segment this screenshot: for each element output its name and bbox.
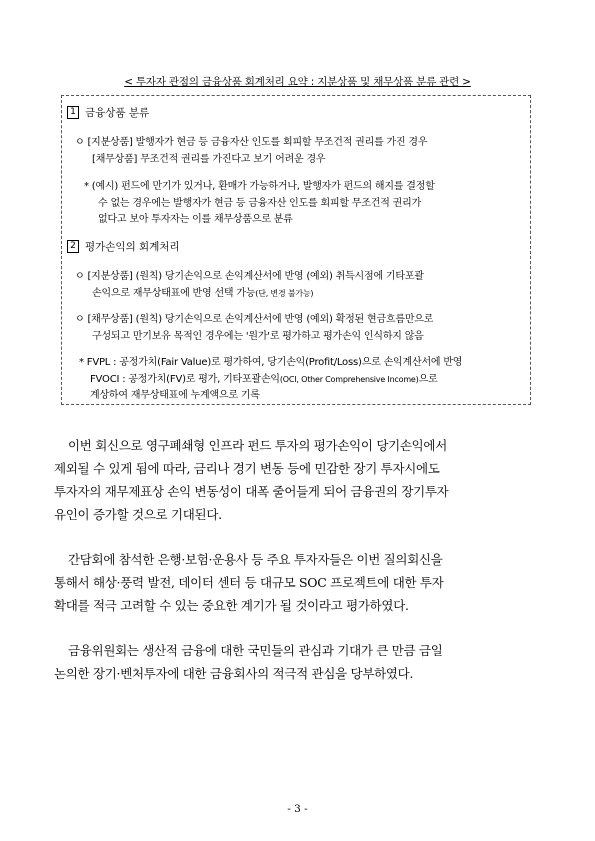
paragraph-line: 투자자의 재무제표상 손익 변동성이 대폭 줄어들게 되어 금융권의 장기투자 xyxy=(54,484,449,499)
paragraph-line: 이번 회신으로 영구폐쇄형 인프라 펀드 투자의 평가손익이 당기손익에서 xyxy=(68,438,447,453)
example-note-line: * (예시) 펀드에 만기가 있거나, 환매가 가능하거나, 발행자가 펀드의 해지를 결정할 xyxy=(84,181,435,192)
debt-valuation-line: 구성되고 만기보유 목적인 경우에는 '원가'로 평가하고 평가손익 인식하지 않음 xyxy=(92,331,424,342)
footnote-line: FVOCI : 공정가치(FV)로 평가, 기타포괄손익(OCI, Other Comprehensive Income)으로 xyxy=(90,374,438,385)
equity-valuation-line: 손익으로 재무상태표에 반영 선택 가능(단, 변경 불가능) xyxy=(92,288,314,299)
footnote-line: * FVPL : 공정가치(Fair Value)로 평가하여, 당기손익(Profit/Loss)으로 손익계산서에 반영 xyxy=(79,357,463,368)
equity-classification-line: ㅇ [지분상품] 발행자가 현금 등 금융자산 인도를 회피할 무조건적 권리를 가진 경우 xyxy=(75,137,428,148)
example-note-line: 수 없는 경우에는 발행자가 현금 등 금융자산 인도를 회피할 무조건적 권리가 xyxy=(98,198,422,209)
section-number-box: 2 xyxy=(67,240,79,253)
small-note: (단, 변경 불가능) xyxy=(255,289,314,298)
body-paragraph xyxy=(54,639,544,685)
body-paragraph xyxy=(54,434,544,526)
section-1-heading xyxy=(67,105,149,120)
paragraph-line: 제외될 수 있게 됨에 따라, 금리나 경기 변동 등에 민감한 장기 투자시에도 xyxy=(54,461,440,476)
small-note: (OCI, Other Comprehensive Income) xyxy=(279,375,419,384)
paragraph-line: 유인이 증가할 것으로 기대된다. xyxy=(54,507,222,522)
paragraph-line: 간담회에 참석한 은행·보험·운용사 등 주요 투자자들은 이번 질의회신을 xyxy=(68,552,443,567)
page-number: - 3 - xyxy=(287,803,308,815)
section-2-heading xyxy=(67,239,180,254)
example-note-line: 없다고 보아 투자자는 이를 채무상품으로 분류 xyxy=(98,214,293,225)
section-title: 평가손익의 회계처리 xyxy=(85,241,180,253)
table-caption: < 투자자 관점의 금융상품 회계처리 요약 : 지분상품 및 채무상품 분류 관련 > xyxy=(124,76,471,88)
section-title: 금융상품 분류 xyxy=(85,107,150,119)
summary-box xyxy=(61,95,531,405)
debt-valuation-line: ㅇ [채무상품] (원칙) 당기손익으로 손익계산서에 반영 (예외) 확정된 현금흐름만으로 xyxy=(75,314,434,325)
body-paragraph xyxy=(54,548,544,617)
debt-classification-line: [채무상품] 무조건적 권리를 가진다고 보기 어려운 경우 xyxy=(92,154,326,165)
equity-valuation-line: ㅇ [지분상품] (원칙) 당기손익으로 손익계산서에 반영 (예외) 취득시점에 기타포괄 xyxy=(75,271,424,282)
paragraph-line: 확대를 적극 고려할 수 있는 중요한 계기가 될 것이라고 평가하였다. xyxy=(54,598,409,613)
footnote-line: 계상하여 재무상태표에 누계액으로 기록 xyxy=(90,390,260,401)
paragraph-line: 금융위원회는 생산적 금융에 대한 국민들의 관심과 기대가 큰 만큼 금일 xyxy=(68,643,443,658)
section-number-box: 1 xyxy=(67,106,79,119)
paragraph-line: 통해서 해상·풍력 발전, 데이터 센터 등 대규모 SOC 프로젝트에 대한 투자 xyxy=(54,575,444,590)
paragraph-line: 논의한 장기·벤처투자에 대한 금융회사의 적극적 관심을 당부하였다. xyxy=(54,666,414,681)
